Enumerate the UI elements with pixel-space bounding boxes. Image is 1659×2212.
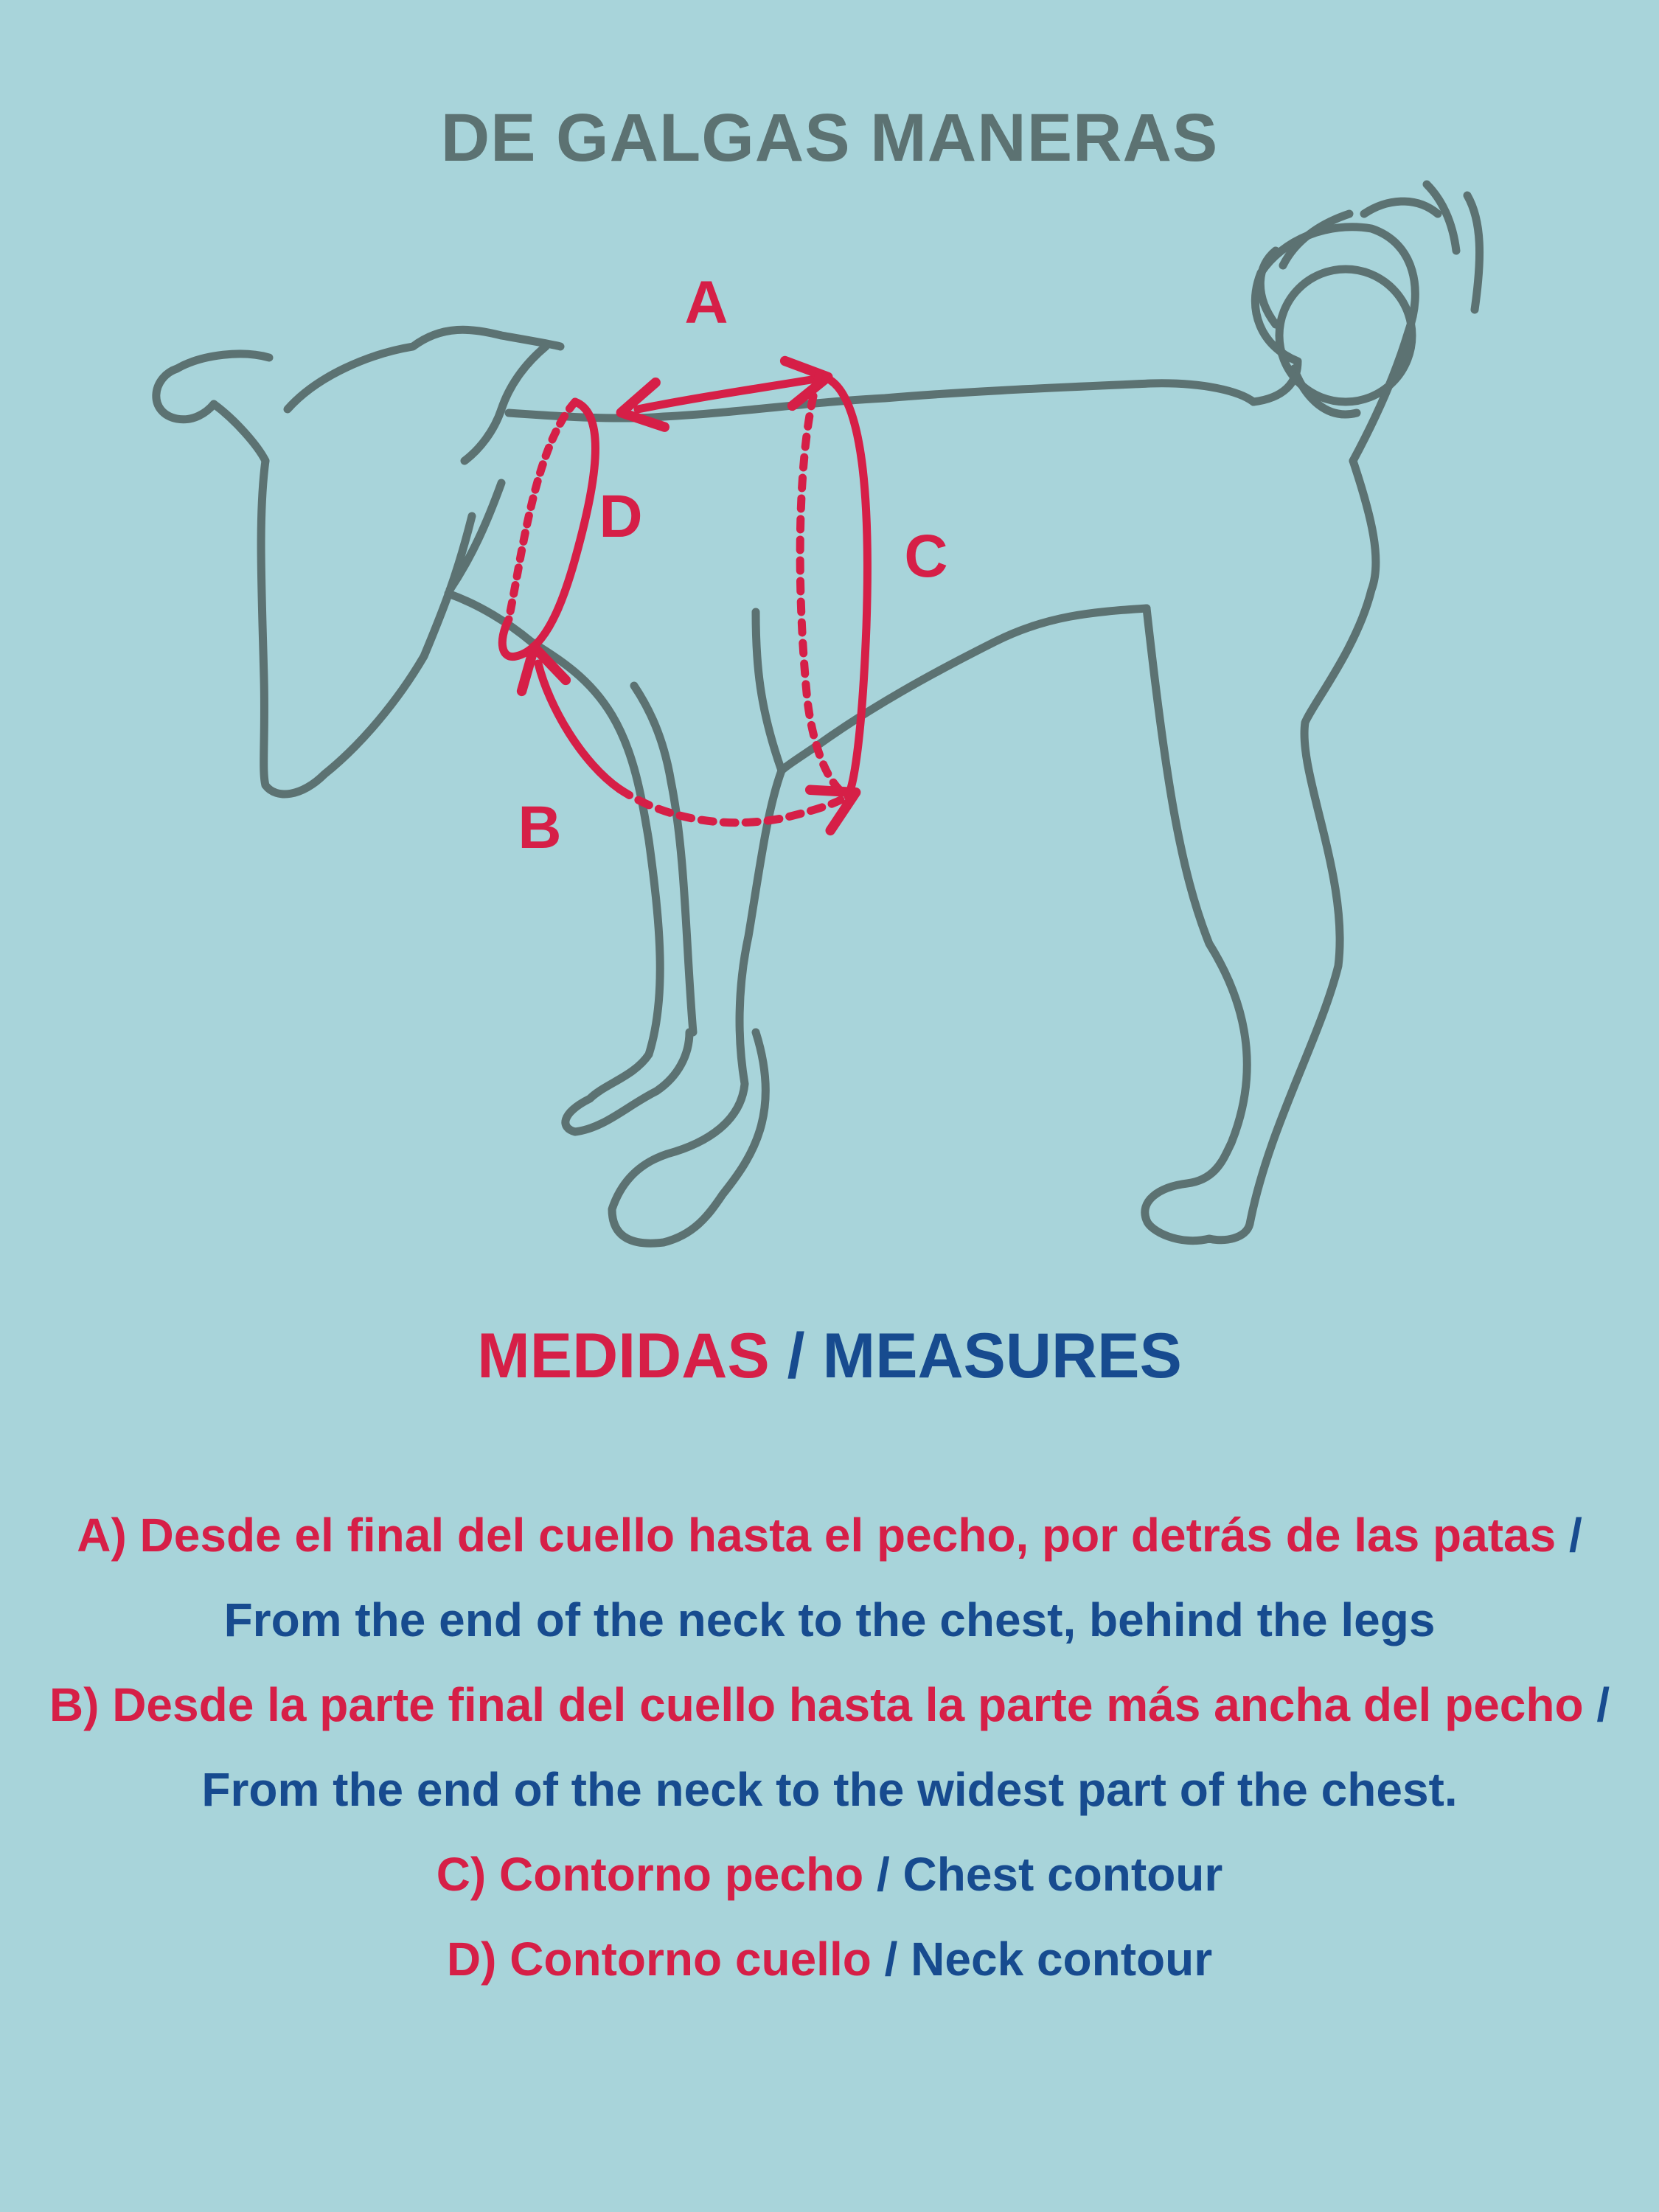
label-d: D <box>599 483 643 550</box>
measure-b-dashed <box>619 789 841 823</box>
heading-es: MEDIDAS <box>477 1321 770 1391</box>
brand-title: DE GALGAS MANERAS <box>440 100 1219 175</box>
measurement-item-b <box>29 1663 1630 1832</box>
heading-en: MEASURES <box>822 1321 1182 1391</box>
item-b-en: From the end of the neck to the widest part of the chest. <box>201 1763 1458 1816</box>
measurement-item-c <box>29 1832 1630 1917</box>
item-d-separator: / <box>884 1933 898 1986</box>
measurement-list <box>29 1493 1630 2002</box>
item-a-es: A) Desde el final del cuello hasta el pecho, por detrás de las patas <box>77 1509 1557 1562</box>
dog-outline <box>156 184 1480 1243</box>
heading-separator: / <box>787 1321 805 1391</box>
measurement-lines <box>502 376 867 823</box>
measurement-item-d <box>29 1917 1630 2002</box>
item-c-en: Chest contour <box>902 1848 1223 1901</box>
item-a-en: From the end of the neck to the chest, behind the legs <box>223 1593 1436 1646</box>
item-b-separator: / <box>1596 1678 1610 1731</box>
label-c: C <box>904 523 948 590</box>
item-d-es: D) Contorno cuello <box>446 1933 872 1986</box>
label-b: B <box>518 794 562 861</box>
measurement-item-a <box>29 1493 1630 1663</box>
item-a-separator: / <box>1568 1509 1582 1562</box>
label-a: A <box>684 269 728 336</box>
measure-c-solid <box>818 376 867 796</box>
item-b-es: B) Desde la parte final del cuello hasta la parte más ancha del pecho <box>49 1678 1584 1731</box>
measure-b-solid <box>538 664 619 789</box>
item-c-es: C) Contorno pecho <box>436 1848 864 1901</box>
item-d-en: Neck contour <box>911 1933 1213 1986</box>
measures-heading <box>0 1320 1659 1393</box>
item-c-separator: / <box>876 1848 890 1901</box>
